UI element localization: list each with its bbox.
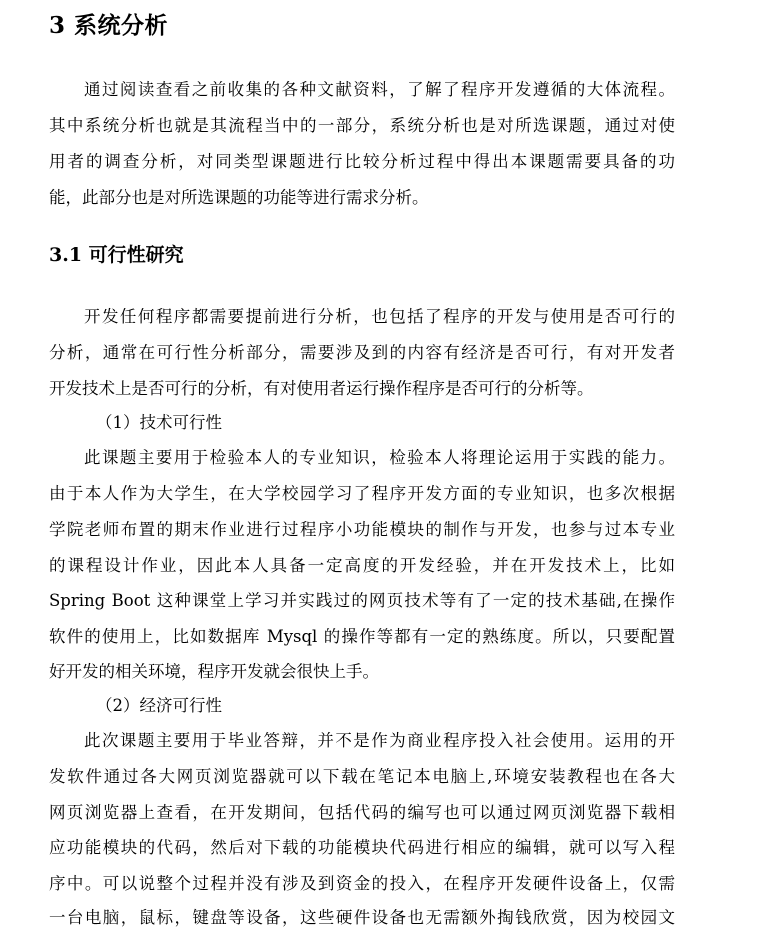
paragraph-line: 的课程设计作业，因此本人具备一定高度的开发经验，并在开发技术上，比如 bbox=[49, 556, 675, 575]
section-heading: 3 系统分析 bbox=[49, 12, 169, 39]
paragraph-line: 开发任何程序都需要提前进行分析，也包括了程序的开发与使用是否可行的 bbox=[84, 307, 675, 326]
paragraph-line: 通过阅读查看之前收集的各种文献资料，了解了程序开发遵循的大体流程。 bbox=[84, 80, 675, 99]
paragraph-line: 其中系统分析也就是其流程当中的一部分，系统分析也是对所选课题，通过对使 bbox=[49, 116, 675, 135]
paragraph-line: 应功能模块的代码，然后对下载的功能模块代码进行相应的编辑，就可以写入程 bbox=[49, 838, 675, 857]
paragraph-line: 软件的使用上，比如数据库 Mysql 的操作等都有一定的熟练度。所以，只要配置 bbox=[49, 627, 675, 646]
paragraph-line: 此次课题主要用于毕业答辩，并不是作为商业程序投入社会使用。运用的开 bbox=[84, 731, 675, 750]
technical-feasibility-heading: （1）技术可行性 bbox=[96, 413, 222, 432]
paragraph-line: 分析，通常在可行性分析部分，需要涉及到的内容有经济是否可行，有对开发者 bbox=[49, 343, 675, 362]
paragraph-line: 能，此部分也是对所选课题的功能等进行需求分析。 bbox=[49, 188, 429, 207]
paragraph-line: 序中。可以说整个过程并没有涉及到资金的投入，在程序开发硬件设备上，仅需 bbox=[49, 874, 675, 893]
paragraph-line: Spring Boot 这种课堂上学习并实践过的网页技术等有了一定的技术基础,在操作 bbox=[49, 591, 675, 610]
paragraph-line: 发软件通过各大网页浏览器就可以下载在笔记本电脑上,环境安装教程也在各大 bbox=[49, 767, 675, 786]
paragraph-line: 好开发的相关环境，程序开发就会很快上手。 bbox=[49, 662, 379, 681]
paragraph-line: 由于本人作为大学生，在大学校园学习了程序开发方面的专业知识，也多次根据 bbox=[49, 484, 675, 503]
paragraph-line: 开发技术上是否可行的分析，有对使用者运行操作程序是否可行的分析等。 bbox=[49, 379, 594, 398]
economic-feasibility-heading: （2）经济可行性 bbox=[96, 696, 222, 715]
paragraph-line: 一台电脑，鼠标，键盘等设备，这些硬件设备也无需额外掏钱欣赏，因为校园文 bbox=[49, 908, 675, 927]
paragraph-line: 网页浏览器上查看，在开发期间，包括代码的编写也可以通过网页浏览器下载相 bbox=[49, 803, 675, 822]
paragraph-line: 此课题主要用于检验本人的专业知识，检验本人将理论运用于实践的能力。 bbox=[84, 448, 675, 467]
subsection-heading: 3.1 可行性研究 bbox=[49, 244, 184, 266]
paragraph-line: 用者的调查分析，对同类型课题进行比较分析过程中得出本课题需要具备的功 bbox=[49, 152, 675, 171]
paragraph-line: 学院老师布置的期末作业进行过程序小功能模块的制作与开发，也参与过本专业 bbox=[49, 520, 675, 539]
